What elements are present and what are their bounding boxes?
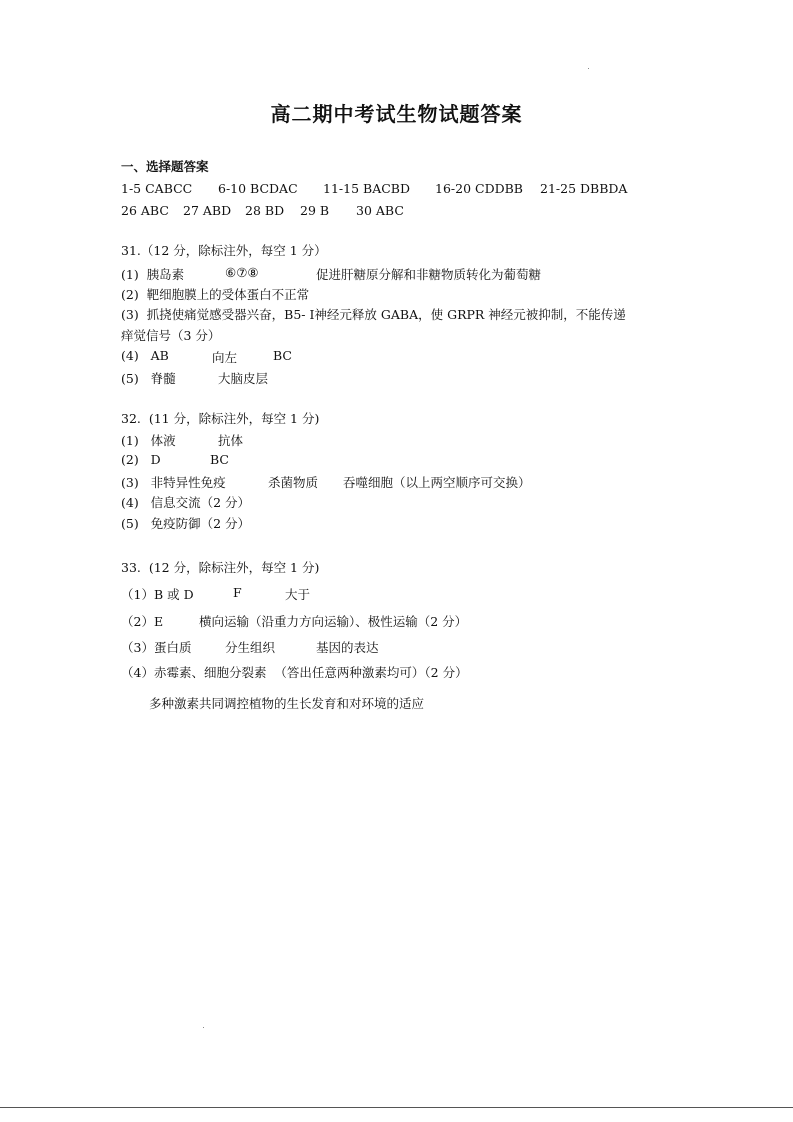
q31-answer-4c: BC — [273, 348, 292, 363]
answer-group: 16-20 CDDBB — [435, 181, 523, 196]
scan-speck — [203, 1027, 204, 1028]
answer-group: 29 B — [300, 203, 330, 218]
q32-answer-3b: 杀菌物质 — [268, 475, 319, 490]
page-bottom-rule — [0, 1107, 793, 1108]
q33-answer-1: （1）B 或 D — [121, 587, 194, 602]
q32-answer-5: (5) 免疫防御（2 分） — [121, 516, 251, 531]
q32-header: 32. (11 分，除标注外，每空 1 分) — [121, 411, 320, 426]
q32-answer-4: (4) 信息交流（2 分） — [121, 495, 251, 510]
q31-answer-4: (4) AB — [121, 348, 169, 363]
q31-answer-1c: 促进肝糖原分解和非糖物质转化为葡萄糖 — [316, 267, 542, 282]
section-heading: 一、选择题答案 — [121, 159, 209, 174]
q33-answer-4: （4）赤霉素、细胞分裂素 （答出任意两种激素均可）（2 分） — [121, 665, 468, 680]
q33-answer-1b: F — [233, 585, 242, 600]
q32-answer-1b: 抗体 — [218, 433, 244, 448]
page-title: 高二期中考试生物试题答案 — [270, 102, 523, 126]
answer-group: 28 BD — [245, 203, 285, 218]
q31-answer-1b: ⑥⑦⑧ — [225, 265, 259, 280]
q31-answer-3: (3) 抓挠使痛觉感受器兴奋，B5- Ⅰ神经元释放 GABA，使 GRPR 神经元被抑制，不能传递 — [121, 307, 626, 322]
answer-group: 27 ABD — [183, 203, 232, 218]
answer-group: 21-25 DBBDA — [540, 181, 628, 196]
q33-answer-3c: 基因的表达 — [316, 640, 379, 655]
q31-answer-2: (2) 靶细胞膜上的受体蛋白不正常 — [121, 287, 310, 302]
answer-group: 6-10 BCDAC — [218, 181, 298, 196]
q32-answer-2b: BC — [210, 452, 229, 467]
scan-speck — [588, 68, 589, 69]
q31-answer-5: (5) 脊髓 — [121, 371, 176, 386]
q32-answer-1: (1) 体液 — [121, 433, 176, 448]
q32-answer-3c: 吞噬细胞（以上两空顺序可交换） — [343, 475, 531, 490]
answer-group: 30 ABC — [356, 203, 404, 218]
q33-answer-5: 多种激素共同调控植物的生长发育和对环境的适应 — [149, 696, 425, 711]
q31-answer-3-cont: 痒觉信号（3 分） — [121, 328, 221, 343]
q32-answer-3: (3) 非特异性免疫 — [121, 475, 226, 490]
q33-answer-1c: 大于 — [285, 587, 311, 602]
q33-header: 33. (12 分，除标注外，每空 1 分) — [121, 560, 320, 575]
q33-answer-3: （3）蛋白质 — [121, 640, 192, 655]
q33-answer-2: （2）E — [121, 614, 164, 629]
q31-header: 31.（12 分，除标注外，每空 1 分） — [121, 243, 327, 258]
q33-answer-3b: 分生组织 — [225, 640, 276, 655]
q32-answer-2: (2) D — [121, 452, 161, 467]
q31-answer-1: (1) 胰岛素 — [121, 267, 185, 282]
q33-answer-2b: 横向运输（沿重力方向运输）、极性运输（2 分） — [199, 614, 468, 629]
answer-group: 26 ABC — [121, 203, 169, 218]
answer-group: 11-15 BACBD — [323, 181, 410, 196]
answer-group: 1-5 CABCC — [121, 181, 193, 196]
q31-answer-4b: 向左 — [212, 350, 238, 365]
q31-answer-5b: 大脑皮层 — [218, 371, 269, 386]
